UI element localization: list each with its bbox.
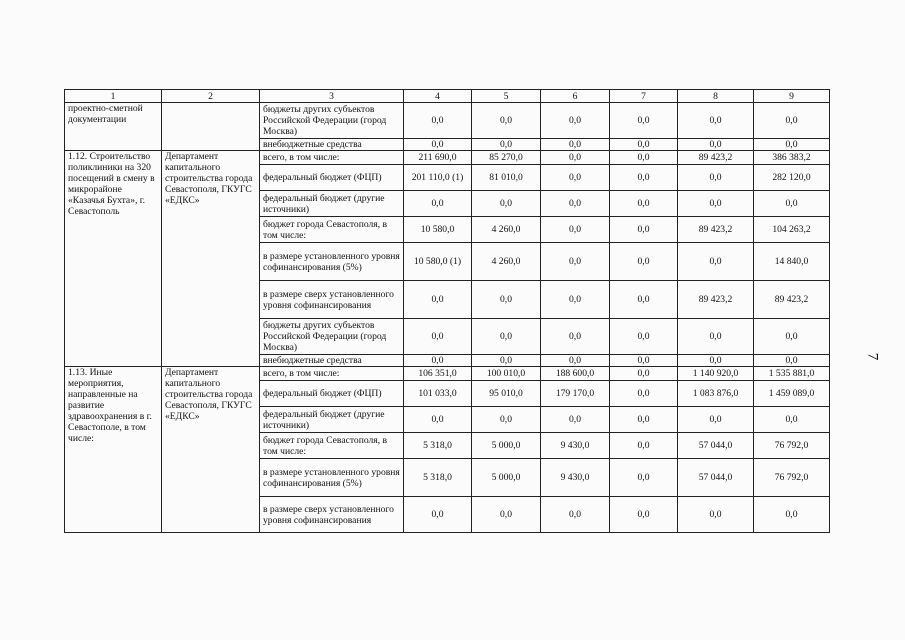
amount-cell: 0,0 [472, 191, 541, 217]
amount-cell: 0,0 [404, 281, 472, 319]
amount-cell: 0,0 [610, 139, 678, 151]
amount-cell: 85 270,0 [472, 151, 541, 165]
table-row [65, 367, 830, 381]
funding-source-cell: внебюджетные средства [260, 355, 404, 367]
department-cell: Департамент капитального строительства города Севастополя, ГКУГС «ЕДКС» [162, 367, 260, 533]
amount-cell: 1 459 089,0 [754, 381, 830, 407]
amount-cell: 106 351,0 [404, 367, 472, 381]
amount-cell: 0,0 [541, 165, 610, 191]
amount-cell: 0,0 [610, 243, 678, 281]
amount-cell: 0,0 [610, 407, 678, 433]
amount-cell: 0,0 [610, 433, 678, 459]
funding-source-cell: в размере установленного уровня софинансирования (5%) [260, 243, 404, 281]
funding-source-cell: в размере сверх установленного уровня софинансирования [260, 497, 404, 533]
amount-cell: 1 535 881,0 [754, 367, 830, 381]
funding-source-cell: в размере установленного уровня софинансирования (5%) [260, 459, 404, 497]
amount-cell: 100 010,0 [472, 367, 541, 381]
amount-cell: 5 318,0 [404, 459, 472, 497]
amount-cell: 0,0 [404, 319, 472, 355]
amount-cell: 0,0 [472, 319, 541, 355]
header-cell: 5 [472, 90, 541, 103]
funding-source-cell: внебюджетные средства [260, 139, 404, 151]
header-cell: 1 [65, 90, 162, 103]
amount-cell: 76 792,0 [754, 459, 830, 497]
amount-cell: 89 423,2 [678, 281, 754, 319]
amount-cell: 0,0 [610, 367, 678, 381]
amount-cell: 9 430,0 [541, 433, 610, 459]
page-number: 7 [864, 352, 881, 361]
amount-cell: 81 010,0 [472, 165, 541, 191]
amount-cell: 4 260,0 [472, 217, 541, 243]
amount-cell: 0,0 [610, 355, 678, 367]
header-cell: 4 [404, 90, 472, 103]
amount-cell: 282 120,0 [754, 165, 830, 191]
amount-cell: 0,0 [472, 407, 541, 433]
amount-cell: 0,0 [472, 497, 541, 533]
funding-source-cell: бюджеты других субъектов Российской Федерации (город Москва) [260, 319, 404, 355]
amount-cell: 0,0 [754, 407, 830, 433]
amount-cell: 0,0 [472, 103, 541, 139]
funding-source-cell: бюджет города Севастополя, в том числе: [260, 217, 404, 243]
funding-source-cell: в размере сверх установленного уровня софинансирования [260, 281, 404, 319]
department-cell: Департамент капитального строительства города Севастополя, ГКУГС «ЕДКС» [162, 151, 260, 367]
funding-source-cell: федеральный бюджет (другие источники) [260, 191, 404, 217]
amount-cell: 211 690,0 [404, 151, 472, 165]
amount-cell: 9 430,0 [541, 459, 610, 497]
amount-cell: 0,0 [610, 497, 678, 533]
amount-cell: 0,0 [541, 151, 610, 165]
header-cell: 2 [162, 90, 260, 103]
amount-cell: 10 580,0 [404, 217, 472, 243]
amount-cell: 0,0 [610, 459, 678, 497]
amount-cell: 0,0 [541, 139, 610, 151]
amount-cell: 1 140 920,0 [678, 367, 754, 381]
amount-cell: 0,0 [541, 281, 610, 319]
amount-cell: 0,0 [404, 191, 472, 217]
amount-cell: 5 000,0 [472, 433, 541, 459]
amount-cell: 0,0 [678, 191, 754, 217]
table-row [65, 103, 830, 139]
amount-cell: 0,0 [610, 281, 678, 319]
amount-cell: 0,0 [678, 243, 754, 281]
amount-cell: 0,0 [472, 139, 541, 151]
table-row [65, 151, 830, 165]
amount-cell: 5 000,0 [472, 459, 541, 497]
amount-cell: 101 033,0 [404, 381, 472, 407]
amount-cell: 0,0 [678, 497, 754, 533]
amount-cell: 0,0 [678, 165, 754, 191]
header-cell: 3 [260, 90, 404, 103]
amount-cell: 4 260,0 [472, 243, 541, 281]
amount-cell: 0,0 [754, 191, 830, 217]
amount-cell: 89 423,2 [754, 281, 830, 319]
amount-cell: 5 318,0 [404, 433, 472, 459]
amount-cell: 0,0 [678, 319, 754, 355]
amount-cell: 179 170,0 [541, 381, 610, 407]
item-name-cell: 1.12. Строительство поликлиники на 320 посещений в смену в микрорайоне «Казачья Бухта», г. Севастополь [65, 151, 162, 367]
amount-cell: 0,0 [404, 139, 472, 151]
amount-cell: 386 383,2 [754, 151, 830, 165]
amount-cell: 0,0 [472, 355, 541, 367]
amount-cell: 188 600,0 [541, 367, 610, 381]
amount-cell: 0,0 [541, 243, 610, 281]
amount-cell: 0,0 [472, 281, 541, 319]
header-row [65, 90, 830, 103]
amount-cell: 0,0 [754, 139, 830, 151]
funding-source-cell: федеральный бюджет (ФЦП) [260, 165, 404, 191]
amount-cell: 76 792,0 [754, 433, 830, 459]
amount-cell: 0,0 [678, 139, 754, 151]
amount-cell: 0,0 [610, 319, 678, 355]
amount-cell: 0,0 [610, 217, 678, 243]
amount-cell: 1 083 876,0 [678, 381, 754, 407]
funding-source-cell: бюджет города Севастополя, в том числе: [260, 433, 404, 459]
amount-cell: 14 840,0 [754, 243, 830, 281]
amount-cell: 0,0 [754, 319, 830, 355]
amount-cell: 0,0 [678, 407, 754, 433]
header-cell: 7 [610, 90, 678, 103]
amount-cell: 0,0 [678, 103, 754, 139]
amount-cell: 0,0 [541, 497, 610, 533]
amount-cell: 0,0 [754, 497, 830, 533]
amount-cell: 0,0 [541, 355, 610, 367]
amount-cell: 57 044,0 [678, 433, 754, 459]
budget-table [64, 89, 830, 533]
amount-cell: 0,0 [404, 355, 472, 367]
funding-source-cell: бюджеты других субъектов Российской Федерации (город Москва) [260, 103, 404, 139]
amount-cell: 0,0 [610, 103, 678, 139]
item-name-cell: 1.13. Иные мероприятия, направленные на развитие здравоохранения в г. Севастополе, в том числе: [65, 367, 162, 533]
amount-cell: 0,0 [541, 217, 610, 243]
header-cell: 9 [754, 90, 830, 103]
funding-source-cell: всего, в том числе: [260, 367, 404, 381]
amount-cell: 0,0 [541, 191, 610, 217]
funding-source-cell: федеральный бюджет (ФЦП) [260, 381, 404, 407]
header-cell: 6 [541, 90, 610, 103]
item-name-cell: проектно-сметной документации [65, 103, 162, 151]
funding-source-cell: федеральный бюджет (другие источники) [260, 407, 404, 433]
amount-cell: 0,0 [610, 191, 678, 217]
header-cell: 8 [678, 90, 754, 103]
amount-cell: 0,0 [541, 103, 610, 139]
amount-cell: 201 110,0 (1) [404, 165, 472, 191]
amount-cell: 0,0 [754, 103, 830, 139]
amount-cell: 0,0 [678, 355, 754, 367]
amount-cell: 89 423,2 [678, 151, 754, 165]
amount-cell: 0,0 [404, 497, 472, 533]
funding-source-cell: всего, в том числе: [260, 151, 404, 165]
amount-cell: 0,0 [754, 355, 830, 367]
amount-cell: 0,0 [404, 407, 472, 433]
amount-cell: 57 044,0 [678, 459, 754, 497]
amount-cell: 10 580,0 (1) [404, 243, 472, 281]
amount-cell: 95 010,0 [472, 381, 541, 407]
amount-cell: 89 423,2 [678, 217, 754, 243]
department-cell [162, 103, 260, 151]
amount-cell: 0,0 [610, 151, 678, 165]
amount-cell: 0,0 [541, 319, 610, 355]
amount-cell: 0,0 [610, 381, 678, 407]
amount-cell: 0,0 [541, 407, 610, 433]
amount-cell: 0,0 [404, 103, 472, 139]
amount-cell: 0,0 [610, 165, 678, 191]
amount-cell: 104 263,2 [754, 217, 830, 243]
